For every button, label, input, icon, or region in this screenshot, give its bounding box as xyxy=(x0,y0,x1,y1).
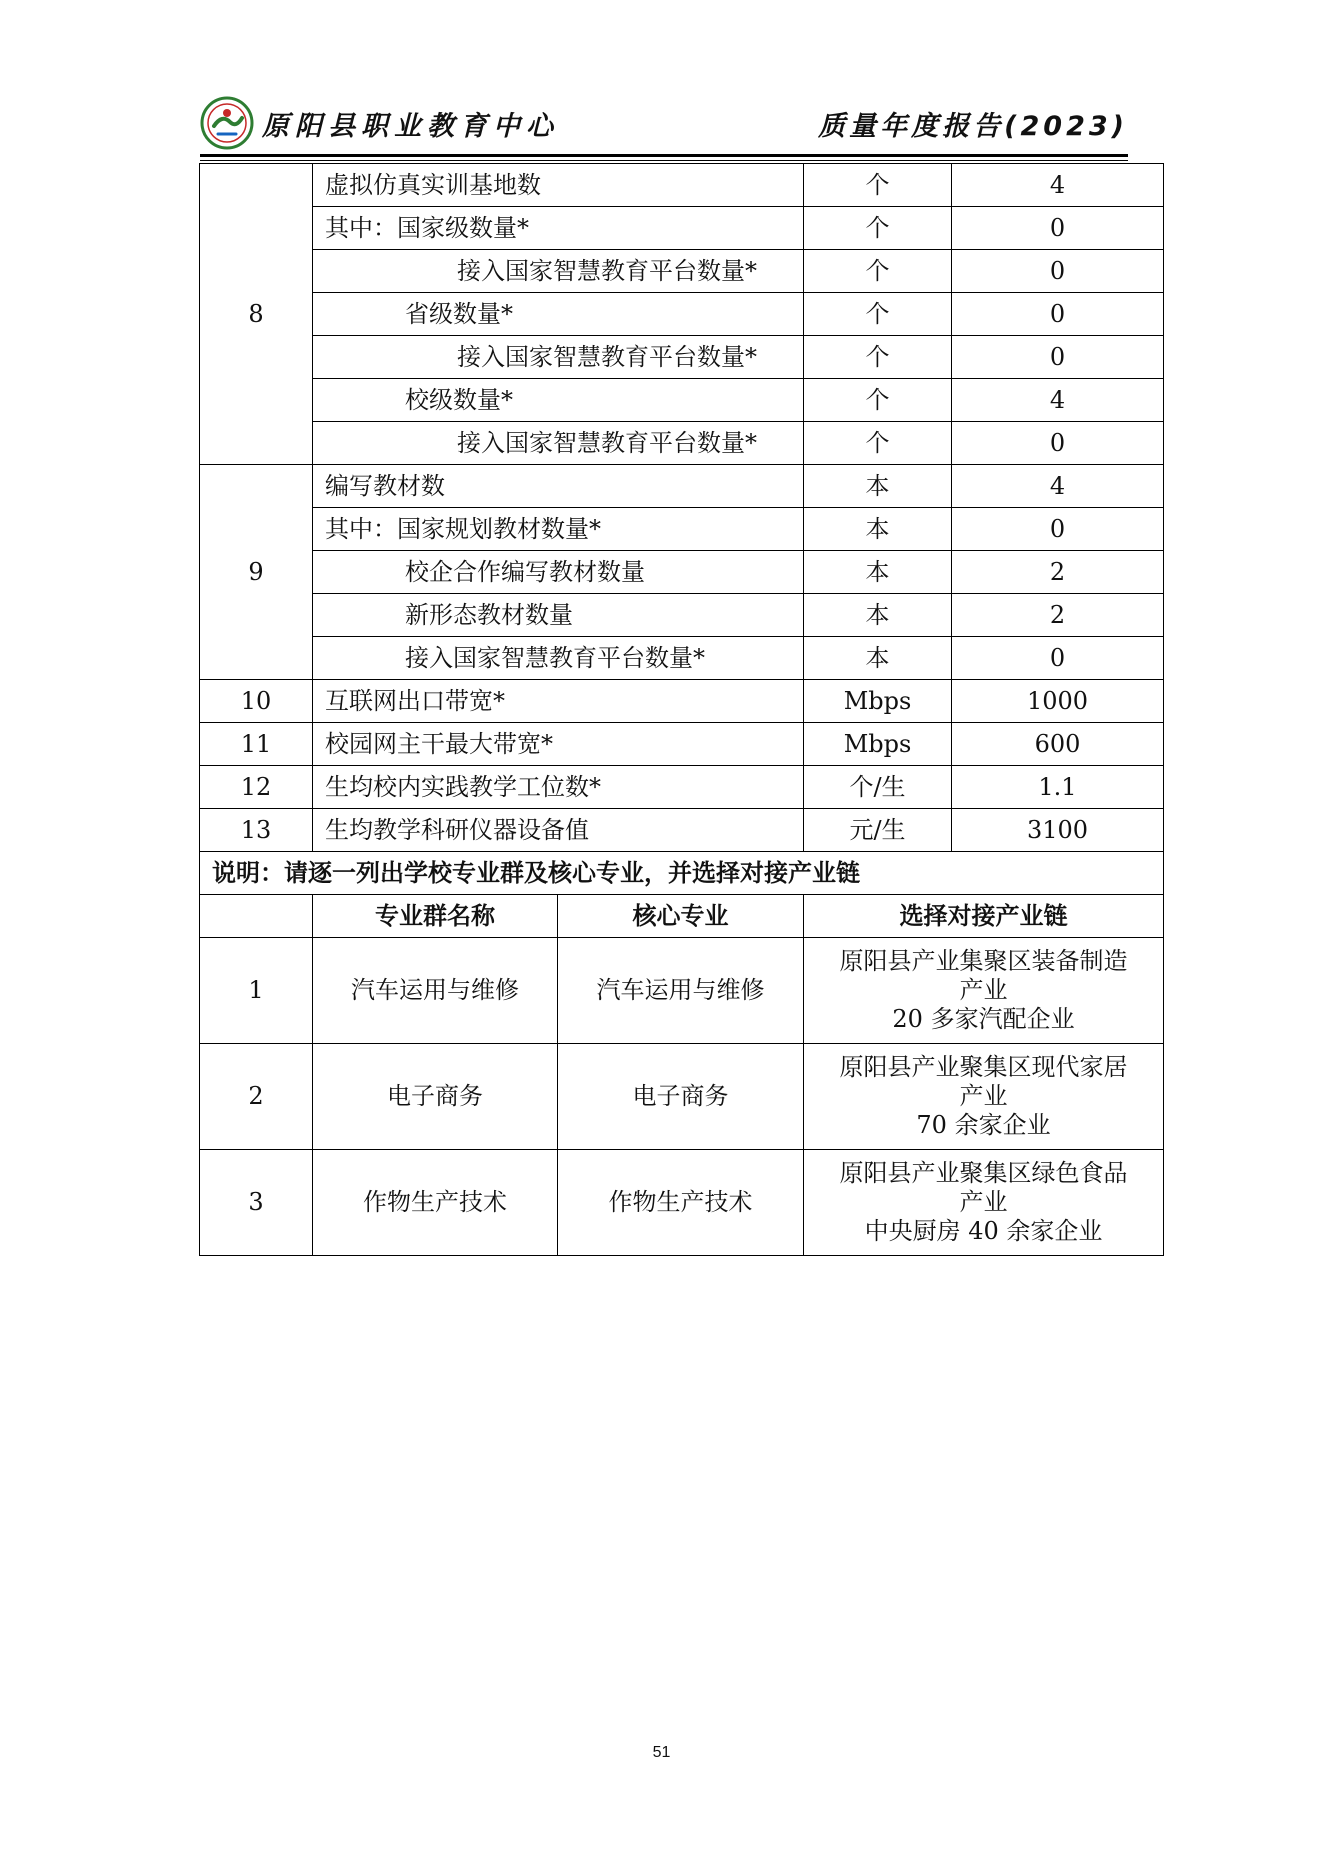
item-value: 1.1 xyxy=(952,766,1164,809)
table-row xyxy=(200,164,1164,207)
item-value: 0 xyxy=(952,637,1164,680)
group-name: 汽车运用与维修 xyxy=(313,938,558,1044)
item-unit: 本 xyxy=(804,551,952,594)
item-name: 新形态教材数量 xyxy=(313,594,804,637)
table-row xyxy=(200,938,1164,1044)
item-value: 600 xyxy=(952,723,1164,766)
item-name: 校级数量* xyxy=(313,379,804,422)
item-value: 0 xyxy=(952,422,1164,465)
industry-chain-line: 原阳县产业集聚区装备制造 xyxy=(839,947,1128,976)
item-name: 其中：国家级数量* xyxy=(313,207,804,250)
item-value: 2 xyxy=(952,594,1164,637)
item-name: 生均教学科研仪器设备值 xyxy=(313,809,804,852)
school-logo-icon xyxy=(200,96,254,150)
item-value: 3100 xyxy=(952,809,1164,852)
item-value: 0 xyxy=(952,336,1164,379)
page-number: 51 xyxy=(652,1744,671,1761)
table-row xyxy=(200,809,1164,852)
table-row xyxy=(200,1044,1164,1150)
item-name: 编写教材数 xyxy=(313,465,804,508)
item-unit: 本 xyxy=(804,465,952,508)
industry-chain-line: 产业 xyxy=(959,1082,1008,1111)
row-number: 1 xyxy=(200,938,313,1044)
item-value: 0 xyxy=(952,207,1164,250)
row-number: 3 xyxy=(200,1150,313,1256)
industry-chain-line: 产业 xyxy=(959,976,1008,1005)
item-unit: 本 xyxy=(804,637,952,680)
item-unit: 个 xyxy=(804,207,952,250)
item-name: 接入国家智慧教育平台数量* xyxy=(313,336,804,379)
industry-chain-line: 产业 xyxy=(959,1188,1008,1217)
page-header xyxy=(200,92,1128,156)
core-major: 作物生产技术 xyxy=(558,1150,804,1256)
table-row xyxy=(200,379,1164,422)
item-name: 校园网主干最大带宽* xyxy=(313,723,804,766)
item-unit: 个 xyxy=(804,379,952,422)
table-header-row xyxy=(200,895,1164,938)
table-row xyxy=(200,422,1164,465)
header-cell-empty xyxy=(200,895,313,938)
table-row xyxy=(200,637,1164,680)
item-unit: 个/生 xyxy=(804,766,952,809)
industry-chain xyxy=(804,1150,1164,1256)
item-name: 接入国家智慧教育平台数量* xyxy=(313,250,804,293)
table-row xyxy=(200,551,1164,594)
item-value: 4 xyxy=(952,164,1164,207)
row-number: 10 xyxy=(200,680,313,723)
group-name: 作物生产技术 xyxy=(313,1150,558,1256)
industry-chain xyxy=(804,938,1164,1044)
item-unit: Mbps xyxy=(804,680,952,723)
note-text: 说明：请逐一列出学校专业群及核心专业，并选择对接产业链 xyxy=(200,852,1164,895)
item-name: 省级数量* xyxy=(313,293,804,336)
table-row xyxy=(200,508,1164,551)
row-number: 2 xyxy=(200,1044,313,1150)
item-unit: Mbps xyxy=(804,723,952,766)
column-header: 核心专业 xyxy=(558,895,804,938)
table-row xyxy=(200,852,1164,895)
item-name: 接入国家智慧教育平台数量* xyxy=(313,637,804,680)
item-unit: 个 xyxy=(804,164,952,207)
item-unit: 个 xyxy=(804,422,952,465)
item-value: 2 xyxy=(952,551,1164,594)
item-unit: 个 xyxy=(804,293,952,336)
item-unit: 个 xyxy=(804,250,952,293)
group-name: 电子商务 xyxy=(313,1044,558,1150)
column-header: 选择对接产业链 xyxy=(804,895,1164,938)
industry-chain-line: 70 余家企业 xyxy=(916,1110,1051,1139)
item-name: 虚拟仿真实训基地数 xyxy=(313,164,804,207)
table-row xyxy=(200,766,1164,809)
item-name: 其中：国家规划教材数量* xyxy=(313,508,804,551)
industry-chain-line: 原阳县产业聚集区现代家居 xyxy=(839,1053,1128,1082)
item-name: 互联网出口带宽* xyxy=(313,680,804,723)
table-row xyxy=(200,465,1164,508)
table-row xyxy=(200,723,1164,766)
item-value: 4 xyxy=(952,465,1164,508)
industry-chain xyxy=(804,1044,1164,1150)
header-rule-thin xyxy=(200,160,1128,161)
table-row xyxy=(200,336,1164,379)
industry-chain-line: 原阳县产业聚集区绿色食品 xyxy=(839,1159,1128,1188)
item-name: 校企合作编写教材数量 xyxy=(313,551,804,594)
row-number: 8 xyxy=(200,164,313,465)
item-unit: 元/生 xyxy=(804,809,952,852)
row-number: 11 xyxy=(200,723,313,766)
table-row xyxy=(200,680,1164,723)
item-value: 0 xyxy=(952,293,1164,336)
item-name: 生均校内实践教学工位数* xyxy=(313,766,804,809)
item-unit: 本 xyxy=(804,508,952,551)
column-header: 专业群名称 xyxy=(313,895,558,938)
item-unit: 本 xyxy=(804,594,952,637)
item-name: 接入国家智慧教育平台数量* xyxy=(313,422,804,465)
item-value: 0 xyxy=(952,508,1164,551)
header-rule-thick xyxy=(200,154,1128,157)
industry-chain-line: 中央厨房 40 余家企业 xyxy=(864,1216,1103,1245)
row-number: 12 xyxy=(200,766,313,809)
item-value: 0 xyxy=(952,250,1164,293)
table-row xyxy=(200,207,1164,250)
core-major: 汽车运用与维修 xyxy=(558,938,804,1044)
item-value: 1000 xyxy=(952,680,1164,723)
row-number: 9 xyxy=(200,465,313,680)
table-row xyxy=(200,594,1164,637)
industry-chain-line: 20 多家汽配企业 xyxy=(892,1004,1075,1033)
item-unit: 个 xyxy=(804,336,952,379)
table-row xyxy=(200,293,1164,336)
core-major: 电子商务 xyxy=(558,1044,804,1150)
table-row xyxy=(200,1150,1164,1256)
row-number: 13 xyxy=(200,809,313,852)
indicator-table xyxy=(199,163,1164,1256)
table-row xyxy=(200,250,1164,293)
report-title: 质量年度报告(2023) xyxy=(818,111,1128,142)
school-name: 原阳县职业教育中心 xyxy=(262,111,559,142)
item-value: 4 xyxy=(952,379,1164,422)
